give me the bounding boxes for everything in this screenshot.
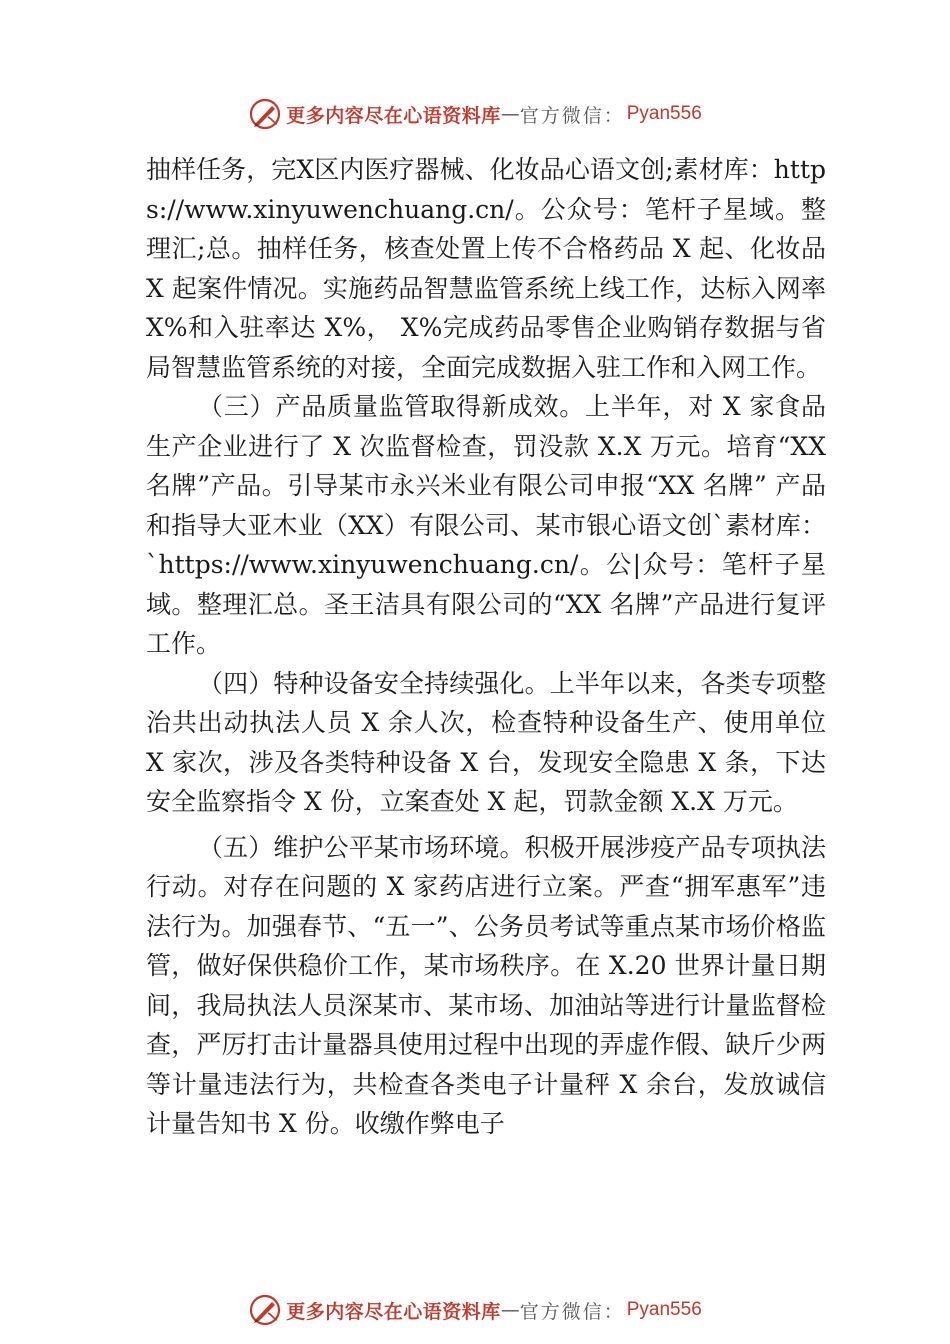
banner-official-label: 官方微信： [519,1300,625,1323]
banner-wechat-id: Pyan556 [626,1299,702,1320]
pen-logo-icon [248,97,282,131]
banner-main-text: 更多内容尽在心语资料库 [286,104,501,127]
banner-dash: — [500,1299,520,1321]
pen-logo-icon [248,1293,282,1327]
document-body [146,150,826,1144]
header-banner [0,92,950,136]
banner-official-label: 官方微信： [519,104,625,127]
paragraph-sampling: 抽样任务，完X区内医疗器械、化妆品心语文创;素材库：https://www.xinyuwenchuang.cn/。公众号：笔杆子星域。整理汇;总。抽样任务，核查处置上传不合格药品 X 起、化妆品 X 起案件情况。实施药品智慧监管系统上线工作，达标入网率 X%和入驻率达 X%， X%完成药品零售企业购销存数据与省局智慧监管系统的对接，全面完成数据入驻工作和入网工作。 [146,155,826,382]
paragraph-product-quality: （三）产品质量监管取得新成效。上半年，对 X 家食品生产企业进行了 X 次监督检查，罚没款 X.X 万元。培育“XX 名牌”产品。引导某市永兴米业有限公司申报“XX 名牌” 产品和指导大亚木业（XX）有限公司、某市银心语文创`素材库：`https://www.xinyuwenchuang.cn/。公|众号：笔杆子星域。整理汇总。圣王洁具有限公司的“XX 名牌”产品进行复评工作。 [146,392,826,658]
banner-main-text: 更多内容尽在心语资料库 [286,1300,501,1323]
footer-banner [0,1288,950,1332]
paragraph-market-environment: （五）维护公平某市场环境。积极开展涉疫产品专项执法行动。对存在问题的 X 家药店进行立案。严查“拥军惠军”违法行为。加强春节、“五一”、公务员考试等重点某市场价格监管，做好保供稳价工作，某市场秩序。在 X.20 世界计量日期间，我局执法人员深某市、某市场、加油站等进行计量监督检查，严厉打击计量器具使用过程中出现的弄虚作假、缺斤少两等计量违法行为，共检查各类电子计量秤 X 余台，发放诚信计量告知书 X 份。收缴作弊电子 [146,832,826,1138]
banner-wechat-id: Pyan556 [626,103,702,124]
banner-dash: — [500,103,520,125]
paragraph-special-equipment: （四）特种设备安全持续强化。上半年以来，各类专项整治共出动执法人员 X 余人次，检查特种设备生产、使用单位 X 家次，涉及各类特种设备 X 台，发现安全隐患 X 条，下达安全监察指令 X 份，立案查处 X 起，罚款金额 X.X 万元。 [146,668,826,816]
